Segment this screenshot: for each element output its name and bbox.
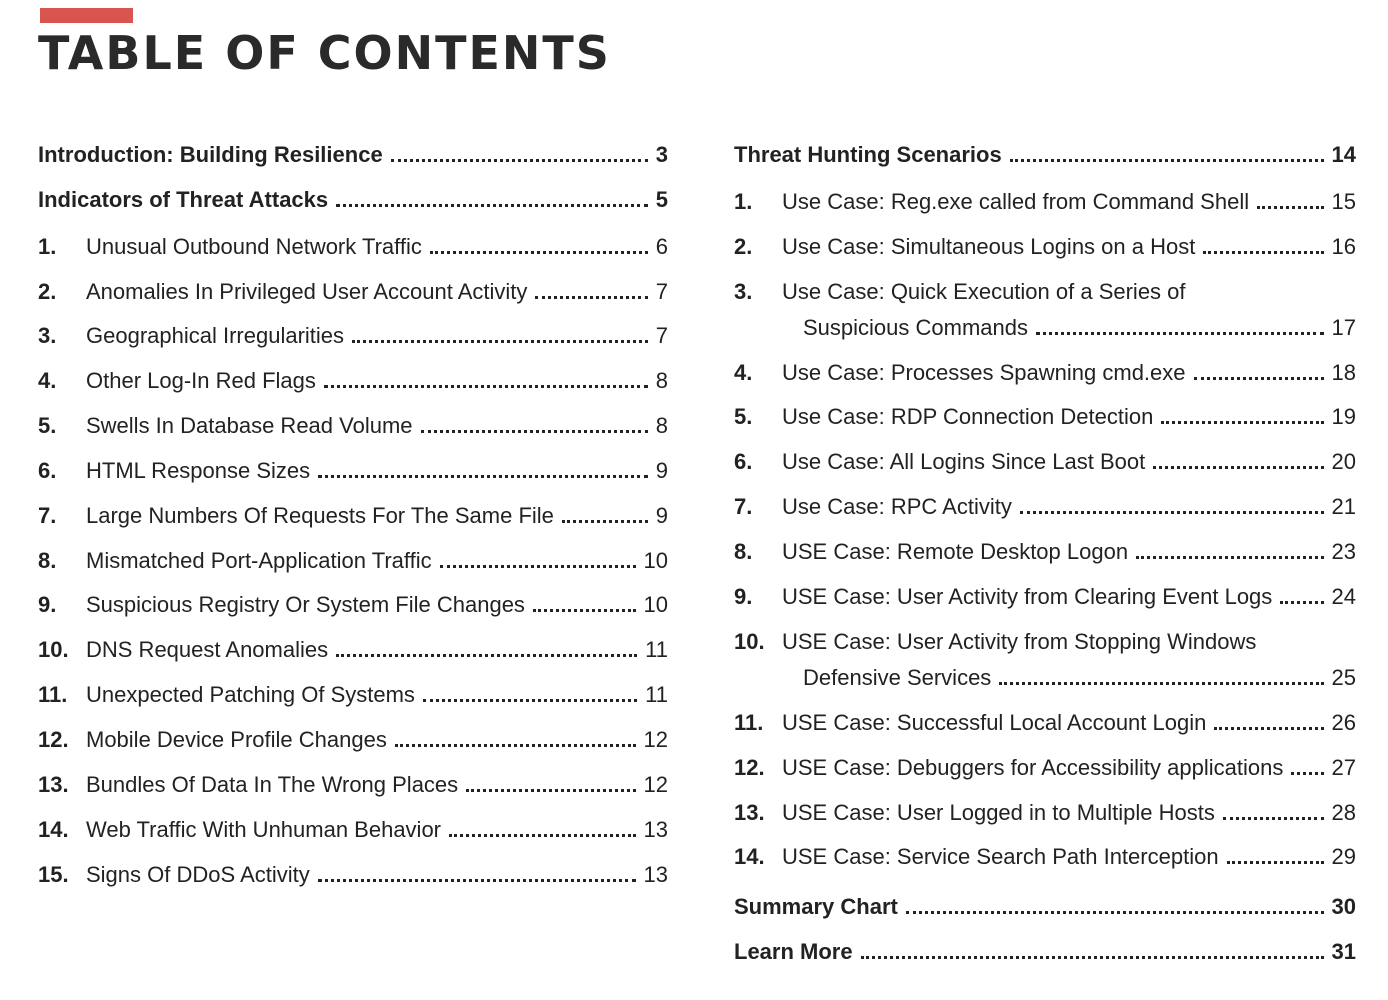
toc-entry-title: Indicators of Threat Attacks [38,187,329,212]
toc-page-number: 24 [1331,584,1356,609]
toc-entry-title: Summary Chart [734,894,898,919]
toc-item-number: 2. [734,234,753,259]
toc-page-number: 28 [1331,800,1356,825]
toc-entry-title: Other Log-In Red Flags [86,368,316,393]
toc-page-number: 20 [1331,449,1356,474]
toc-section-entry[interactable] [734,938,1356,966]
toc-item-number: 8. [734,539,753,564]
toc-item-continuation[interactable] [734,664,1356,692]
title-accent-bar [40,8,133,23]
dot-leader [906,911,1324,914]
toc-entry-title: Use Case: RPC Activity [782,494,1012,519]
toc-page-number: 7 [655,279,668,304]
toc-page-number: 8 [655,413,668,438]
dot-leader [430,251,648,254]
dot-leader [1203,251,1323,254]
toc-page-number: 11 [645,637,668,662]
toc-page-number: 14 [1331,142,1356,167]
page-title: TABLE OF CONTENTS [38,26,611,80]
dot-leader [423,699,637,702]
dot-leader [1161,421,1323,424]
toc-page-number: 27 [1331,755,1356,780]
toc-entry-title-continued: Suspicious Commands [803,315,1028,340]
toc-page-number: 29 [1331,844,1356,869]
toc-item-entry[interactable] [38,412,668,440]
toc-item-number: 4. [38,368,57,393]
toc-page-number: 12 [643,772,668,797]
toc-entry-title: USE Case: User Activity from Stopping Windows [782,629,1257,654]
toc-item-number: 11. [734,710,764,735]
toc-item-entry[interactable] [734,754,1356,782]
dot-leader [1136,556,1323,559]
dot-leader [391,159,648,162]
toc-item-entry[interactable] [734,359,1356,387]
toc-item-entry[interactable] [38,816,668,844]
toc-item-number: 1. [38,234,57,259]
toc-item-entry[interactable] [38,547,668,575]
toc-section-entry[interactable] [38,141,668,169]
toc-page-number: 9 [655,503,668,528]
toc-entry-title: Use Case: RDP Connection Detection [782,404,1154,429]
toc-entry-title: Signs Of DDoS Activity [86,862,310,887]
dot-leader [324,385,648,388]
toc-page-number: 26 [1331,710,1356,735]
toc-entry-title: Suspicious Registry Or System File Changes [86,592,525,617]
toc-section-entry[interactable] [734,893,1356,921]
toc-item-number: 14. [734,844,765,869]
toc-item-number: 4. [734,360,753,385]
toc-entry-title: Use Case: Quick Execution of a Series of [782,279,1186,304]
toc-item-entry[interactable] [38,636,668,664]
dot-leader [1227,861,1324,864]
toc-page-number: 17 [1331,315,1356,340]
toc-item-number: 14. [38,817,69,842]
toc-entry-title: Introduction: Building Resilience [38,142,383,167]
toc-item-entry[interactable] [38,322,668,350]
toc-entry-title: Unexpected Patching Of Systems [86,682,415,707]
toc-item-entry[interactable] [734,799,1356,827]
toc-entry-title: Web Traffic With Unhuman Behavior [86,817,442,842]
toc-entry-title: USE Case: Service Search Path Interception [782,844,1219,869]
toc-page-number: 19 [1331,404,1356,429]
toc-page-number: 10 [643,548,668,573]
toc-item-number: 2. [38,279,57,304]
toc-item-number: 6. [734,449,753,474]
dot-leader [466,789,635,792]
toc-entry-title: USE Case: Successful Local Account Login [782,710,1207,735]
toc-page-number: 16 [1331,234,1356,259]
toc-item-entry[interactable] [38,681,668,709]
toc-page-number: 7 [655,323,668,348]
toc-page-number: 23 [1331,539,1356,564]
dot-leader [318,475,648,478]
toc-page-number: 9 [655,458,668,483]
toc-item-number: 5. [734,404,753,429]
toc-item-number: 7. [734,494,753,519]
toc-item-entry[interactable] [734,188,1356,216]
toc-item-number: 3. [734,279,753,304]
toc-item-entry[interactable] [734,278,1356,306]
toc-item-entry[interactable] [38,367,668,395]
toc-item-entry[interactable] [734,709,1356,737]
toc-page-number: 8 [655,368,668,393]
toc-page-number: 15 [1331,189,1356,214]
toc-page-number: 13 [643,817,668,842]
toc-item-number: 15. [38,862,69,887]
toc-entry-title: Use Case: Simultaneous Logins on a Host [782,234,1196,259]
dot-leader [1194,377,1324,380]
dot-leader [1010,159,1324,162]
toc-item-entry[interactable] [38,771,668,799]
dot-leader [1020,511,1324,514]
toc-item-entry[interactable] [734,233,1356,261]
toc-item-number: 10. [38,637,69,662]
toc-entry-title: Use Case: All Logins Since Last Boot [782,449,1146,474]
toc-page-number: 30 [1331,894,1356,919]
toc-entry-title: Bundles Of Data In The Wrong Places [86,772,459,797]
dot-leader [1036,332,1324,335]
toc-item-entry[interactable] [734,583,1356,611]
dot-leader [1257,206,1323,209]
toc-item-entry[interactable] [38,278,668,306]
toc-page-number: 5 [655,187,668,212]
toc-item-entry[interactable] [38,233,668,261]
dot-leader [533,609,636,612]
toc-entry-title: DNS Request Anomalies [86,637,329,662]
toc-page-number: 13 [643,862,668,887]
dot-leader [336,204,648,207]
toc-entry-title: Use Case: Processes Spawning cmd.exe [782,360,1186,385]
toc-entry-title: Learn More [734,939,853,964]
toc-item-number: 13. [38,772,69,797]
toc-entry-title: Geographical Irregularities [86,323,345,348]
toc-page-number: 12 [643,727,668,752]
dot-leader [535,296,647,299]
toc-page-number: 21 [1331,494,1356,519]
dot-leader [421,430,648,433]
dot-leader [1223,817,1324,820]
toc-item-entry[interactable] [734,628,1356,656]
toc-item-number: 12. [38,727,69,752]
dot-leader [861,956,1324,959]
dot-leader [562,520,648,523]
dot-leader [440,565,636,568]
toc-entry-title: USE Case: Remote Desktop Logon [782,539,1129,564]
toc-page-number: 6 [655,234,668,259]
toc-item-entry[interactable] [734,403,1356,431]
toc-entry-title: USE Case: Debuggers for Accessibility applications [782,755,1284,780]
toc-entry-title: USE Case: User Activity from Clearing Event Logs [782,584,1273,609]
toc-item-continuation[interactable] [734,314,1356,342]
toc-page-number: 3 [655,142,668,167]
dot-leader [1280,601,1323,604]
dot-leader [395,744,636,747]
toc-page-number: 31 [1331,939,1356,964]
toc-item-number: 10. [734,629,765,654]
toc-item-number: 7. [38,503,57,528]
toc-page-number: 10 [643,592,668,617]
toc-entry-title-continued: Defensive Services [803,665,992,690]
toc-entry-title: Unusual Outbound Network Traffic [86,234,422,259]
toc-item-entry[interactable] [734,448,1356,476]
toc-entry-title: Threat Hunting Scenarios [734,142,1002,167]
dot-leader [449,834,636,837]
toc-section-entry[interactable] [734,141,1356,169]
toc-item-entry[interactable] [38,502,668,530]
toc-entry-title: Swells In Database Read Volume [86,413,413,438]
toc-item-number: 3. [38,323,57,348]
toc-item-number: 11. [38,682,68,707]
toc-item-entry[interactable] [734,538,1356,566]
dot-leader [1291,772,1323,775]
toc-item-number: 1. [734,189,753,214]
toc-item-number: 9. [734,584,753,609]
toc-item-number: 5. [38,413,57,438]
toc-item-number: 12. [734,755,765,780]
toc-item-entry[interactable] [38,861,668,889]
toc-entry-title: Mobile Device Profile Changes [86,727,387,752]
toc-entry-title: Anomalies In Privileged User Account Activity [86,279,528,304]
toc-entry-title: Mismatched Port-Application Traffic [86,548,432,573]
toc-page-number: 18 [1331,360,1356,385]
dot-leader [318,879,636,882]
toc-item-number: 8. [38,548,57,573]
dot-leader [999,682,1323,685]
dot-leader [352,340,648,343]
toc-page-number: 11 [645,682,668,707]
toc-item-entry[interactable] [734,493,1356,521]
toc-entry-title: USE Case: User Logged in to Multiple Hosts [782,800,1215,825]
toc-entry-title: Use Case: Reg.exe called from Command Shell [782,189,1250,214]
dot-leader [336,654,637,657]
toc-item-entry[interactable] [38,726,668,754]
toc-item-number: 6. [38,458,57,483]
toc-section-entry[interactable] [38,186,668,214]
toc-page-number: 25 [1331,665,1356,690]
toc-item-entry[interactable] [38,591,668,619]
toc-item-entry[interactable] [38,457,668,485]
toc-entry-title: Large Numbers Of Requests For The Same File [86,503,554,528]
toc-item-entry[interactable] [734,843,1356,871]
toc-item-number: 13. [734,800,765,825]
toc-item-number: 9. [38,592,57,617]
toc-entry-title: HTML Response Sizes [86,458,311,483]
dot-leader [1153,466,1323,469]
dot-leader [1214,727,1323,730]
